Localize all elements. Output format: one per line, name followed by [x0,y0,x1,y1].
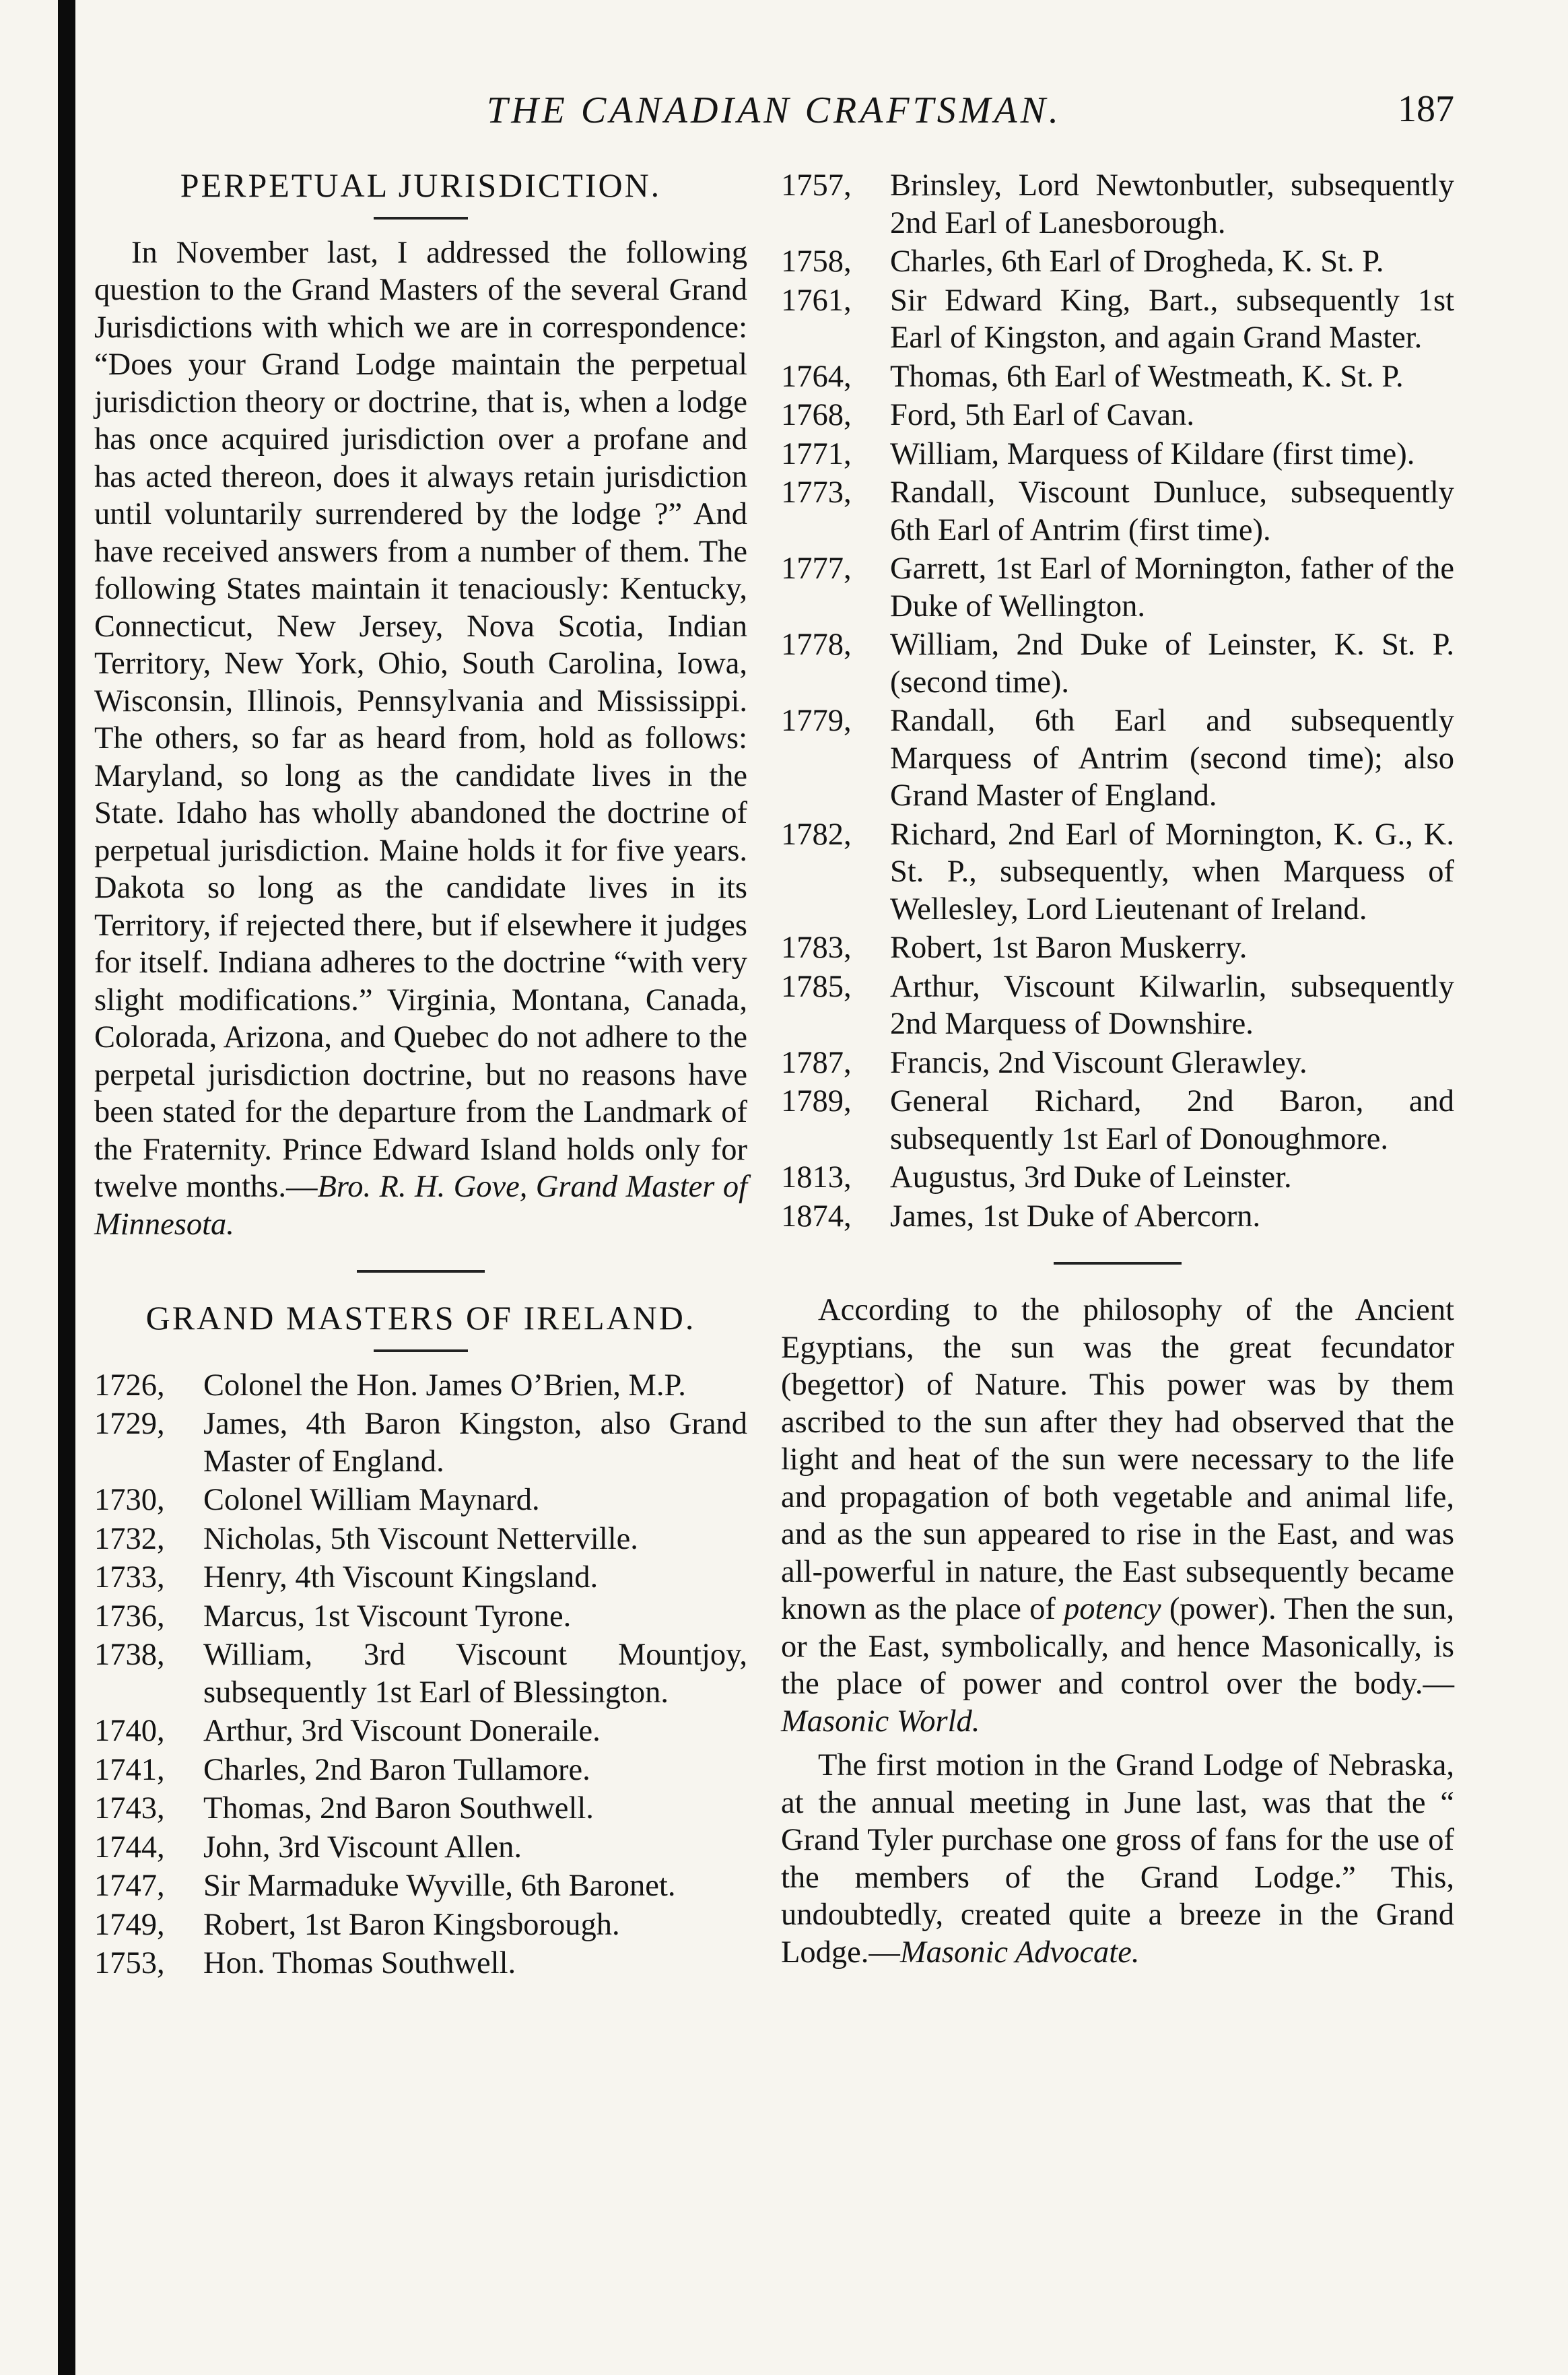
entry-name: Marcus, 1st Viscount Tyrone. [203,1599,572,1634]
egyptian-body-1: According to the philosophy of the Ancient Egyptians, the sun was the great fecundator (begettor) of Nature. This power was by them ascribed to the sun after they had observed that the light and heat of the sun were necessary to the life and propagation of both vegetable and animal life, and as the sun appeared to rise in the East, and was all-powerful in nature, the East subsequently became known as the place of [781,1293,1454,1626]
entry-name: Garrett, 1st Earl of Mornington, father of the Duke of Wellington. [890,551,1454,624]
grand-master-entry [94,1751,747,1789]
entry-name: Francis, 2nd Viscount Glerawley. [890,1045,1307,1080]
grand-master-entry [94,1367,747,1405]
grand-master-entry [781,282,1454,357]
perpetual-jurisdiction-heading: PERPETUAL JURISDICTION. [180,166,662,204]
entry-year: 1787, [781,1045,852,1080]
grand-master-entry [94,1559,747,1597]
entry-name: William, 3rd Viscount Mountjoy, subsequently 1st Earl of Blessington. [203,1638,747,1710]
entry-name: Augustus, 3rd Duke of Leinster. [890,1160,1292,1195]
grand-master-entry [781,626,1454,701]
egyptian-source: Masonic World. [781,1704,980,1739]
entry-name: Richard, 2nd Earl of Mornington, K. G., K. St. P., subsequently, when Marquess of Wellesley, Lord Lieutenant of Ireland. [890,817,1454,927]
grand-master-entry [781,929,1454,967]
entry-name: Nicholas, 5th Viscount Netterville. [203,1521,638,1556]
entry-year: 1782, [781,817,852,852]
grand-master-entry [781,1083,1454,1158]
nebraska-body: The first motion in the Grand Lodge of Nebraska, at the annual meeting in June last, was that the “ Grand Tyler purchase one gross of fans for the use of the members of the Grand Lodge.” This, undoubtedly, created quite a breeze in the Grand Lodge.— [781,1748,1454,1970]
grand-master-entry [781,436,1454,473]
entry-year: 1771, [781,436,852,471]
entry-name: Robert, 1st Baron Muskerry. [890,931,1248,965]
grand-master-entry [781,474,1454,549]
page-number: 187 [1398,88,1454,130]
grand-master-entry [781,167,1454,242]
grand-master-entry [94,1405,747,1480]
grand-master-entry [94,1481,747,1519]
grand-master-entry [94,1636,747,1711]
entry-year: 1764, [781,359,852,394]
entry-name: Brinsley, Lord Newtonbutler, subsequently 2nd Earl of Lanesborough. [890,168,1454,240]
nebraska-article [781,1747,1454,1971]
entry-name: William, 2nd Duke of Leinster, K. St. P. (second time). [890,628,1454,700]
grand-master-entry [781,1044,1454,1082]
entry-year: 1744, [94,1830,165,1865]
grand-master-entry [94,1598,747,1636]
entry-name: James, 1st Duke of Abercorn. [890,1199,1261,1234]
entry-year: 1874, [781,1199,852,1234]
entry-name: Robert, 1st Baron Kingsborough. [203,1907,620,1942]
grand-master-entry [94,1867,747,1905]
entry-name: Arthur, Viscount Kilwarlin, subsequently 2nd Marquess of Downshire. [890,969,1454,1041]
entry-year: 1783, [781,931,852,965]
entry-year: 1773, [781,475,852,510]
entry-year: 1757, [781,168,852,203]
entry-name: Charles, 2nd Baron Tullamore. [203,1752,590,1787]
entry-name: Sir Marmaduke Wyville, 6th Baronet. [203,1869,676,1903]
grand-master-entry [781,550,1454,625]
entry-year: 1778, [781,628,852,662]
entry-year: 1758, [781,244,852,279]
grand-masters-list-right [781,167,1454,1235]
entry-name: Thomas, 2nd Baron Southwell. [203,1791,594,1826]
entry-name: Thomas, 6th Earl of Westmeath, K. St. P. [890,359,1404,394]
grand-master-entry [94,1829,747,1867]
section-rule [374,1349,468,1352]
entry-year: 1768, [781,398,852,432]
grand-master-entry [94,1520,747,1558]
grand-master-entry [94,1790,747,1828]
section-rule [357,1270,485,1273]
page-binding-edge [58,0,75,2375]
perpetual-signature: Bro. R. H. Gove, Grand Master of Minnesota. [94,1170,748,1242]
entry-name: Charles, 6th Earl of Drogheda, K. St. P. [890,244,1384,279]
grand-masters-heading: GRAND MASTERS OF IRELAND. [145,1299,696,1337]
entry-year: 1740, [94,1714,165,1748]
entry-name: Hon. Thomas Southwell. [203,1946,516,1980]
entry-year: 1777, [781,551,852,586]
section-rule [374,217,468,220]
entry-year: 1736, [94,1599,165,1634]
grand-master-entry [94,1712,747,1750]
grand-masters-list-left [94,1367,747,1982]
right-column [781,167,1454,1971]
entry-name: Colonel the Hon. James O’Brien, M.P. [203,1368,686,1403]
entry-year: 1749, [94,1907,165,1942]
entry-year: 1733, [94,1560,165,1595]
entry-year: 1785, [781,969,852,1004]
grand-master-entry [94,1906,747,1944]
perpetual-jurisdiction-article [94,234,747,1244]
entry-name: Randall, Viscount Dunluce, subsequently 6th Earl of Antrim (first time). [890,475,1454,547]
entry-name: Randall, 6th Earl and subsequently Marquess of Antrim (second time); also Grand Master of England. [890,704,1454,813]
entry-name: Sir Edward King, Bart., subsequently 1st Earl of Kingston, and again Grand Master. [890,283,1454,355]
egyptian-potency: potency [1064,1592,1161,1626]
entry-name: Colonel William Maynard. [203,1483,540,1517]
grand-master-entry [781,243,1454,281]
entry-name: Henry, 4th Viscount Kingsland. [203,1560,599,1595]
entry-name: William, Marquess of Kildare (first time). [890,436,1415,471]
grand-master-entry [781,702,1454,815]
egyptian-philosophy-article [781,1292,1454,1740]
entry-year: 1747, [94,1869,165,1903]
entry-name: John, 3rd Viscount Allen. [203,1830,522,1865]
section-rule [1054,1262,1182,1265]
page-header [94,81,1454,141]
grand-master-entry [781,358,1454,396]
entry-year: 1726, [94,1368,165,1403]
entry-year: 1789, [781,1084,852,1118]
entry-year: 1761, [781,283,852,318]
left-column [94,167,747,1984]
grand-master-entry [781,1198,1454,1236]
egyptian-body-2: (power). Then the sun, or the East, symbolically, and hence Masonically, is the place of power and control over the body.— [781,1592,1454,1701]
entry-name: Arthur, 3rd Viscount Doneraile. [203,1714,601,1748]
entry-year: 1738, [94,1638,165,1672]
running-title: THE CANADIAN CRAFTSMAN. [487,90,1062,131]
perpetual-body: In November last, I addressed the following question to the Grand Masters of the several Grand Jurisdictions with which we are in correspondence: “Does your Grand Lodge maintain the perpetual jurisdiction theory or doctrine, that is, when a lodge has once acquired jurisdiction over a profane and has acted thereon, does it always retain jurisdiction until voluntarily surrendered by the lodge ?” And have received answers from a number of them. The following States maintain it tenaciously: Kentucky, Connecticut, New Jersey, Nova Scotia, Indian Territory, New York, Ohio, South Carolina, Iowa, Wisconsin, Illinois, Pennsylvania and Mississippi. The others, so far as heard from, hold as follows: Maryland, so long as the candidate lives in the State. Idaho has wholly abandoned the doctrine of perpetual jurisdiction. Maine holds it for five years. Dakota so long as the candidate lives in its Territory, if rejected there, but if elsewhere it judges for itself. Indiana adheres to the doctrine “with very slight modifications.” Virginia, Montana, Canada, Colorada, Arizona, and Quebec do not adhere to the perpetal jurisdiction doctrine, but no reasons have been stated for the departure from the Landmark of the Fraternity. Prince Edward Island holds only for twelve months.— [94,235,747,1204]
grand-master-entry [781,968,1454,1043]
grand-master-entry [781,816,1454,929]
entry-year: 1813, [781,1160,852,1195]
entry-year: 1729, [94,1407,165,1441]
entry-name: James, 4th Baron Kingston, also Grand Master of England. [203,1407,747,1479]
grand-master-entry [781,1159,1454,1197]
entry-name: General Richard, 2nd Baron, and subsequently 1st Earl of Donoughmore. [890,1084,1454,1156]
entry-year: 1732, [94,1521,165,1556]
entry-year: 1743, [94,1791,165,1826]
nebraska-source: Masonic Advocate. [899,1935,1140,1970]
entry-year: 1741, [94,1752,165,1787]
entry-year: 1753, [94,1946,165,1980]
entry-name: Ford, 5th Earl of Cavan. [890,398,1194,432]
entry-year: 1730, [94,1483,165,1517]
grand-master-entry [781,397,1454,434]
entry-year: 1779, [781,704,852,738]
grand-master-entry [94,1945,747,1982]
